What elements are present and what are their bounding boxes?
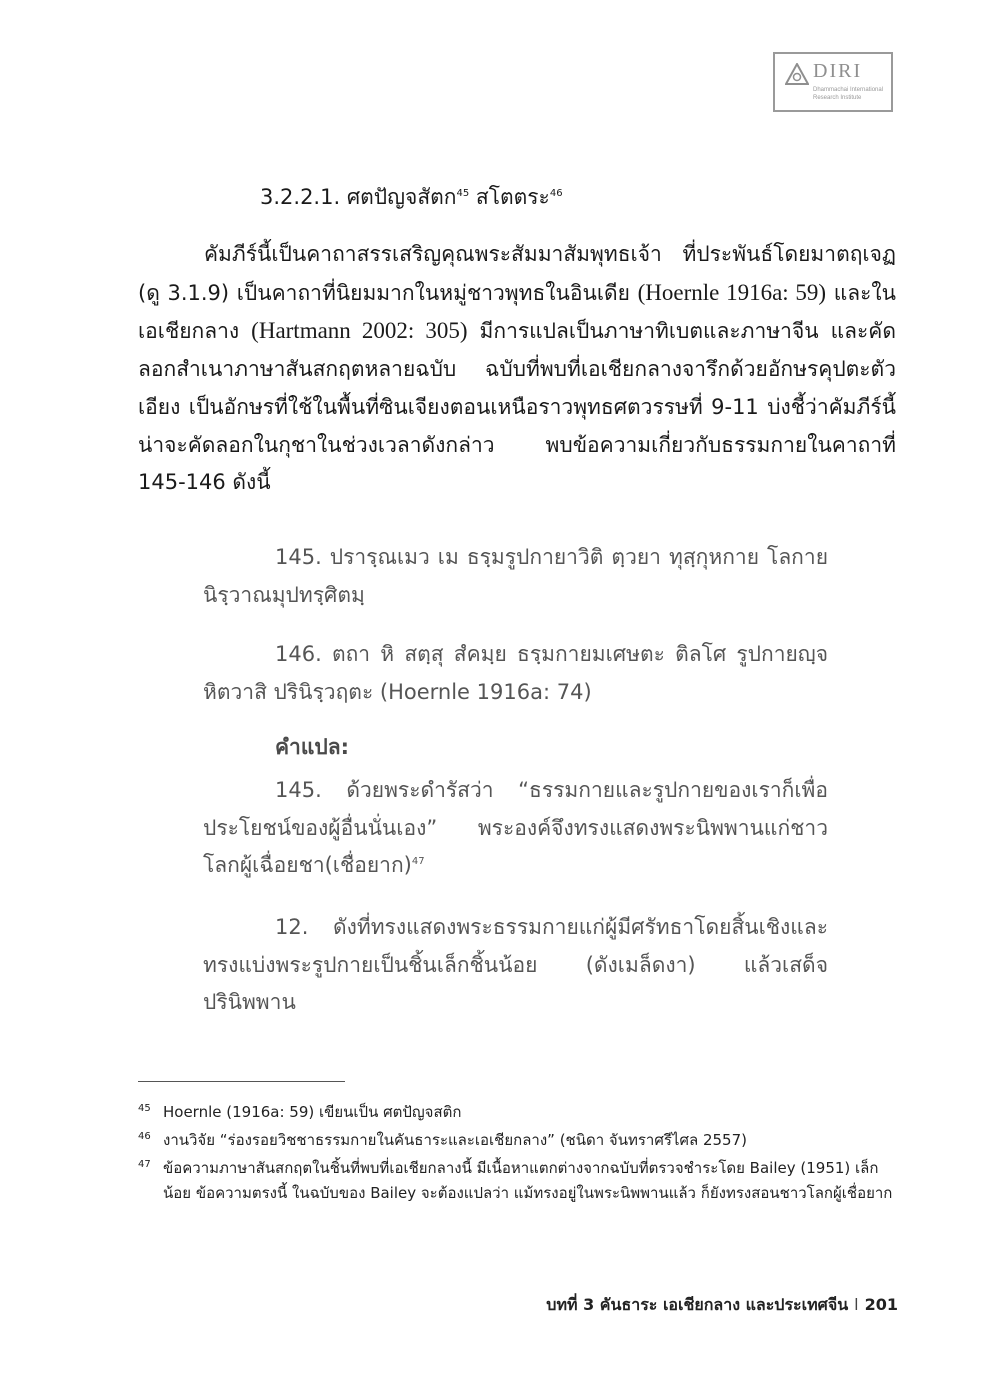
footnote-text: Hoernle (1916a: 59) เขียนเป็น ศตปัญจสติก: [163, 1103, 462, 1121]
logo-name: DIRI: [813, 60, 863, 82]
citation-hartmann: (Hartmann 2002: 305): [251, 318, 468, 344]
section-heading: [260, 182, 563, 212]
translation-label: [203, 729, 828, 767]
verse-146: [203, 636, 828, 711]
diri-logo: [773, 52, 893, 112]
translation-12-text: 12. ดังที่ทรงแสดงพระธรรมกายแก่ผู้มีศรัทธาโดยสิ้นเชิงและทรงแบ่งพระรูปกายเป็นชิ้นเล็กชิ้นน้อย (ดังเมล็ดงา) แล้วเสด็จปรินิพพาน: [203, 915, 828, 1015]
citation-hoernle: (Hoernle 1916a: 59): [637, 279, 827, 305]
footnote-number: 45: [138, 1103, 151, 1114]
translation-145-text: 145. ด้วยพระดำรัสว่า “ธรรมกายและรูปกายของเราก็เพื่อประโยชน์ของผู้อื่นนั่นเอง” พระองค์จึงทรงแสดงพระนิพพานแก่ชาวโลกผู้เฉื่อยชา(เชื่อยาก): [203, 778, 828, 878]
verse-146-text: 146. ตถา หิ สตฺสุ สํคมฺย ธรฺมกายมเศษตะ ติลโศ รูปกายญฺจ หิตวาสิ ปรินิรฺวฤตะ (Hoernle 1916a: 74): [203, 642, 828, 704]
footnote-ref-45[interactable]: 45: [456, 188, 470, 199]
logo-subtitle-line1: Dhammachai International: [813, 87, 884, 93]
logo-subtitle-line2: Research Institute: [813, 95, 862, 101]
dharma-triangle-icon: [785, 63, 809, 85]
body-text-c: มีการแปลเป็นภาษาทิเบตและภาษาจีน และคัดลอกสำเนาภาษาสันสกฤตหลายฉบับ ฉบับที่พบที่เอเชียกลางจารึกด้วยอักษรคุปตะตัวเอียง เป็นอักษรที่ใช้ในพื้นที่ซินเจียงตอนเหนือราวพุทธศตวรรษที่ 9-11 บ่งชี้ว่าคัมภีร์นี้น่าจะคัดลอกในกุชาในช่วงเวลาดังกล่าว พบข้อความเกี่ยวกับธรรมกายในคาถาที่ 145-146 ดังนี้: [138, 319, 896, 495]
translation-145: [203, 772, 828, 885]
footnote-divider: [138, 1081, 345, 1082]
footnote-46: [138, 1128, 898, 1153]
footnote-text: งานวิจัย “ร่องรอยวิชชาธรรมกายในคันธาระและเอเชียกลาง” (ชนิดา จันทราศรีไศล 2557): [163, 1131, 747, 1149]
page-number: 201: [864, 1295, 898, 1314]
footnote-number: 47: [138, 1159, 151, 1170]
footnote-number: 46: [138, 1131, 151, 1142]
page-footer: [505, 1293, 898, 1317]
body-paragraph: [138, 236, 896, 502]
body-text-a: คัมภีร์นี้เป็นคาถาสรรเสริญคุณพระสัมมาสัมพุทธเจ้า ที่ประพันธ์โดยมาตฤเจฏ (ดู 3.1.9) เป็นคาถาที่นิยมมากในหมู่ชาวพุทธในอินเดีย: [138, 242, 896, 305]
verse-145: [203, 539, 828, 614]
verse-145-text: 145. ปรารฺณเมว เม ธรฺมรูปกายาวิติ ตฺวยา ทุสฺกุหกาย โลกาย นิรฺวาณมุปทรฺศิตมฺ: [203, 545, 828, 607]
logo-subtitle: [813, 86, 893, 102]
chapter-title: บทที่ 3 คันธาระ เอเชียกลาง และประเทศจีน: [546, 1295, 849, 1314]
heading-text-2: สโตตระ: [469, 185, 550, 209]
footnote-ref-46[interactable]: 46: [549, 188, 563, 199]
footnote-45: [138, 1100, 898, 1125]
footnote-text: ข้อความภาษาสันสกฤตในชิ้นที่พบที่เอเชียกลางนี้ มีเนื้อหาแตกต่างจากฉบับที่ตรวจชำระโดย Bailey (1951) เล็กน้อย ข้อความตรงนี้ ในฉบับของ Bailey จะต้องแปลว่า แม้ทรงอยู่ในพระนิพพานแล้ว ก็ยังทรงสอนชาวโลกผู้เชื่อยาก: [163, 1159, 893, 1202]
footer-separator: l: [854, 1295, 859, 1314]
translation-12: [203, 909, 828, 1022]
footnote-47: [138, 1156, 898, 1206]
heading-text: 3.2.2.1. ศตปัญจสัตก: [260, 185, 457, 209]
footnote-ref-47[interactable]: 47: [411, 856, 425, 868]
translation-label-text: คำแปล:: [275, 735, 349, 759]
body-text-b: และในเอเชียกลาง: [138, 280, 896, 344]
